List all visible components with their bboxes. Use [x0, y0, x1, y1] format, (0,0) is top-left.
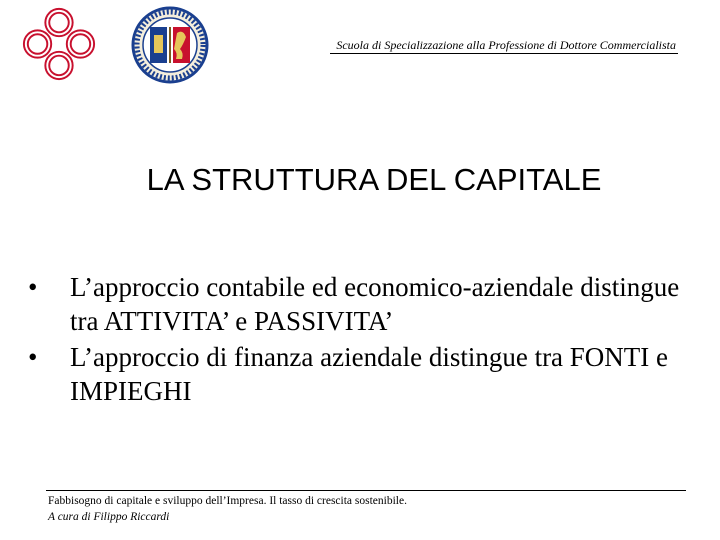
bullet-item	[28, 270, 708, 338]
school-name-header: Scuola di Specializzazione alla Professione di Dottore Commercialista	[336, 38, 676, 52]
slide-title: LA STRUTTURA DEL CAPITALE	[146, 162, 602, 197]
professional-order-logo	[20, 5, 98, 83]
bullet-text: L’approccio di finanza aziendale distingue tra FONTI e IMPIEGHI	[70, 342, 669, 406]
bullet-marker: •	[28, 342, 38, 372]
bullet-list	[28, 270, 708, 410]
bullet-item	[28, 340, 708, 408]
footer-author: A cura di Filippo Riccardi	[48, 511, 170, 523]
footer-title: Fabbisogno di capitale e sviluppo dell’Impresa. Il tasso di crescita sostenibile.	[48, 495, 407, 507]
bullet-text: L’approccio contabile ed economico-aziendale distingue tra ATTIVITA’ e PASSIVITA’	[70, 272, 680, 336]
header-divider	[330, 53, 678, 54]
bullet-marker: •	[28, 272, 38, 302]
footer-divider	[46, 490, 686, 491]
university-seal-logo	[130, 5, 210, 85]
